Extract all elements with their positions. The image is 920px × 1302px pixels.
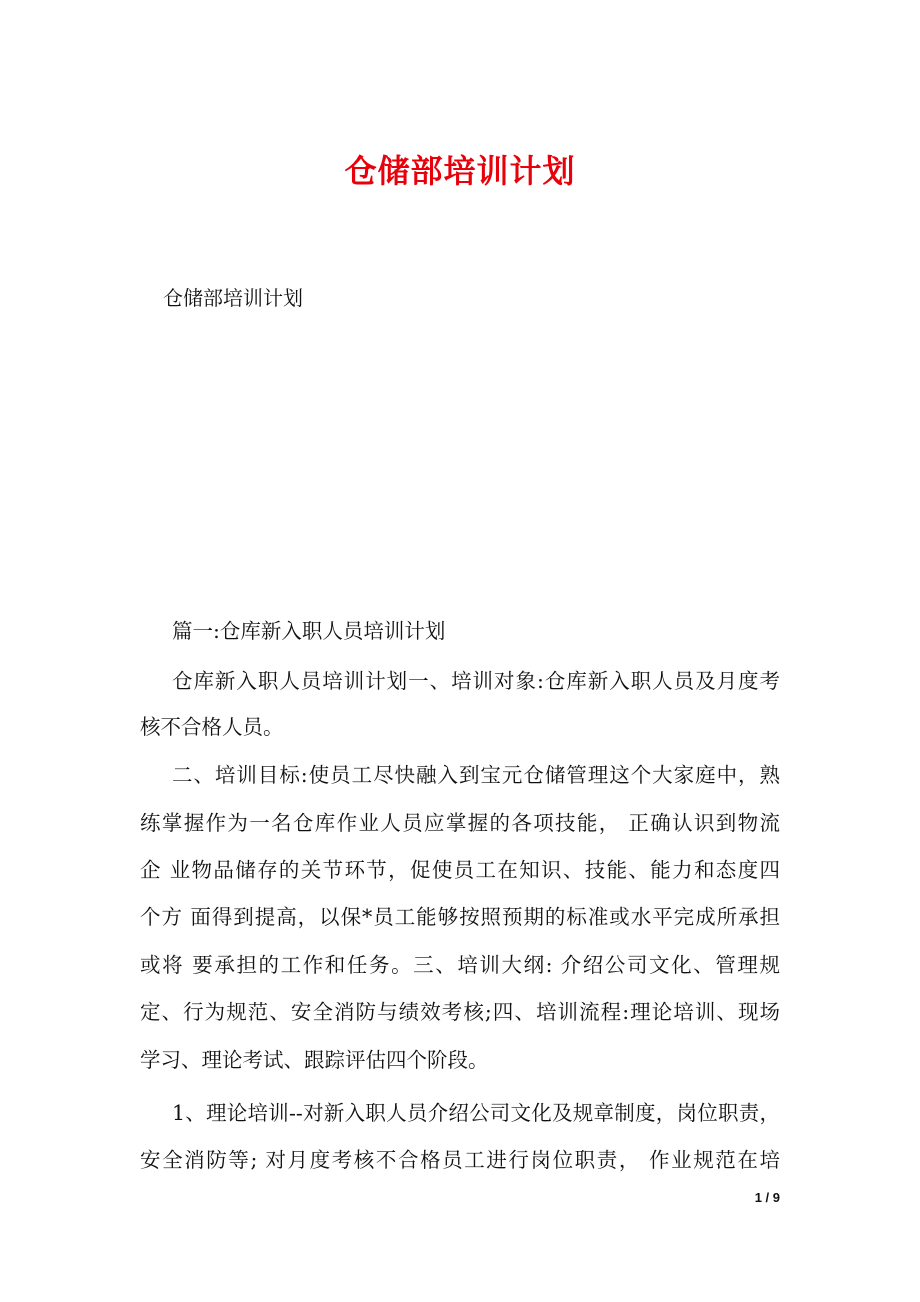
- body-line: 安全消防等; 对月度考核不合格员工进行岗位职责， 作业规范在培: [140, 1148, 780, 1172]
- body-line: 定、行为规范、安全消防与绩效考核;四、培训流程:理论培训、现场: [140, 1000, 780, 1024]
- body-line: 企 业物品储存的关节环节，促使员工在知识、技能、能力和态度四: [140, 858, 780, 882]
- body-line: 或将 要承担的工作和任务。三、培训大纲: 介绍公司文化、管理规: [140, 953, 780, 977]
- document-title: 仓储部培训计划: [344, 152, 576, 190]
- body-line: 个方 面得到提高，以保*员工能够按照预期的标准或水平完成所承担: [140, 905, 780, 929]
- page-indicator: 1 / 9: [754, 1190, 780, 1205]
- body-line: 核不合格人员。: [140, 715, 284, 739]
- body-line: 学习、理论考试、跟踪评估四个阶段。: [140, 1048, 489, 1072]
- body-line: 仓库新入职人员培训计划一、培训对象:仓库新入职人员及月度考: [172, 669, 780, 693]
- body-line: 1、理论培训--对新入职人员介绍公司文化及规章制度，岗位职责，: [172, 1101, 780, 1125]
- body-line: 练掌握作为一名仓库作业人员应掌握的各项技能， 正确认识到物流: [140, 811, 780, 835]
- section-heading: 篇一:仓库新入职人员培训计划: [172, 619, 446, 643]
- body-line: 二、培训目标:使员工尽快融入到宝元仓储管理这个大家庭中，熟: [172, 763, 780, 787]
- document-subtitle: 仓储部培训计划: [163, 286, 303, 310]
